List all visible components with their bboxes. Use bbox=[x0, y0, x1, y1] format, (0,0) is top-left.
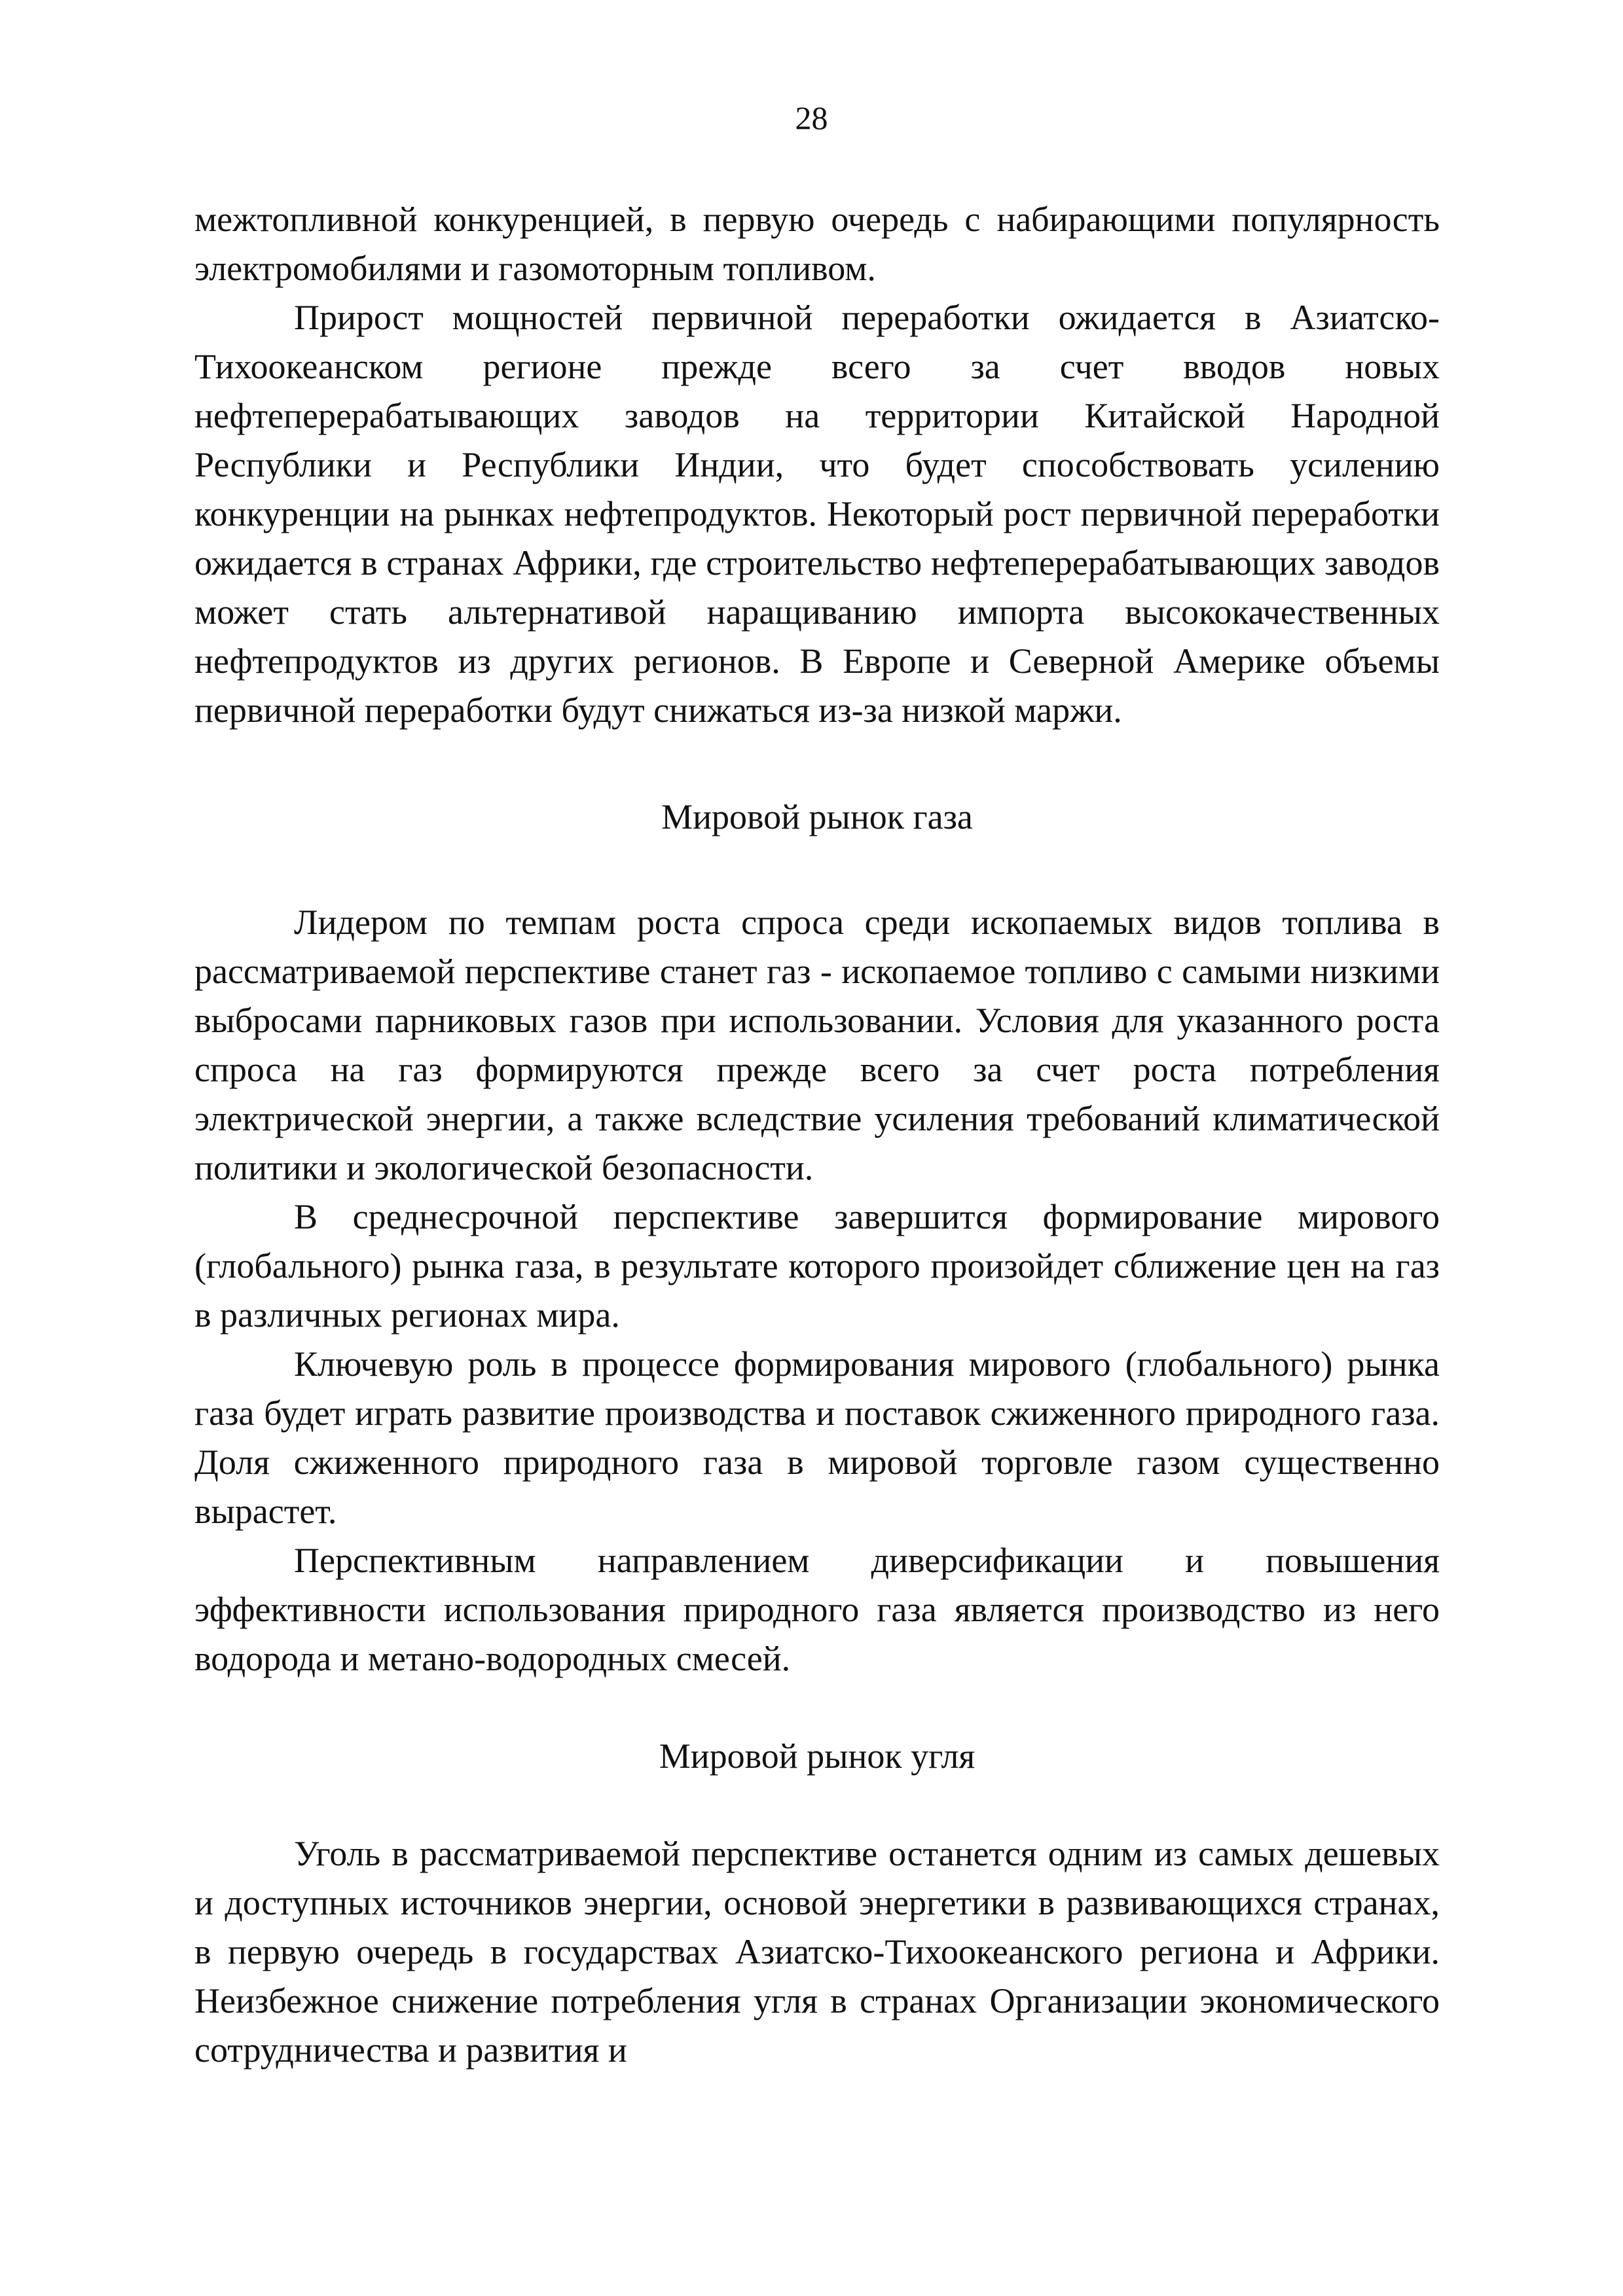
paragraph-coal-outlook: Уголь в рассматриваемой перспективе останется одним из самых дешевых и доступных источников энергии, основой энергетики в развивающихся странах, в первую очередь в государствах Азиатско-Тихоокеанского региона и Африки. Неизбежное снижение потребления угля в странах Организации экономического сотрудничества и развития и bbox=[194, 1834, 1440, 2070]
paragraph-continuation: межтопливной конкуренцией, в первую очередь с набирающими популярность электромобилями и газомоторным топливом. bbox=[194, 200, 1440, 288]
paragraph-gas-market-formation: В среднесрочной перспективе завершится формирование мирового (глобального) рынка газа, в результате которого произойдет сближение цен на газ в различных регионах мира. bbox=[194, 1197, 1440, 1335]
section-heading-coal-market: Мировой рынок угля bbox=[659, 1736, 976, 1776]
document-body bbox=[194, 195, 1440, 2075]
paragraph-refining-growth: Прирост мощностей первичной переработки ожидается в Азиатско-Тихоокеанском регионе прежде всего за счет вводов новых нефтеперерабатывающих заводов на территории Китайской Народной Республики и Республики Индии, что будет способствовать усилению конкуренции на рынках нефтепродуктов. Некоторый рост первичной переработки ожидается в странах Африки, где строительство нефтеперерабатывающих заводов может стать альтернативой наращиванию импорта высококачественных нефтепродуктов из других регионов. В Европе и Северной Америке объемы первичной переработки будут снижаться из-за низкой маржи. bbox=[194, 298, 1440, 730]
paragraph-hydrogen: Перспективным направлением диверсификации и повышения эффективности использования природного газа является производство из него водорода и метано-водородных смесей. bbox=[194, 1541, 1440, 1678]
section-heading-gas-market: Мировой рынок газа bbox=[661, 797, 973, 836]
page-number: 28 bbox=[795, 99, 828, 136]
paragraph-lng-role: Ключевую роль в процессе формирования мирового (глобального) рынка газа будет играть развитие производства и поставок сжиженного природного газа. Доля сжиженного природного газа в мировой торговле газом существенно вырастет. bbox=[194, 1344, 1440, 1531]
paragraph-gas-demand: Лидером по темпам роста спроса среди ископаемых видов топлива в рассматриваемой перспективе станет газ - ископаемое топливо с самыми низкими выбросами парниковых газов при использовании. Условия для указанного роста спроса на газ формируются прежде всего за счет роста потребления электрической энергии, а также вследствие усиления требований климатической политики и экологической безопасности. bbox=[194, 903, 1440, 1187]
